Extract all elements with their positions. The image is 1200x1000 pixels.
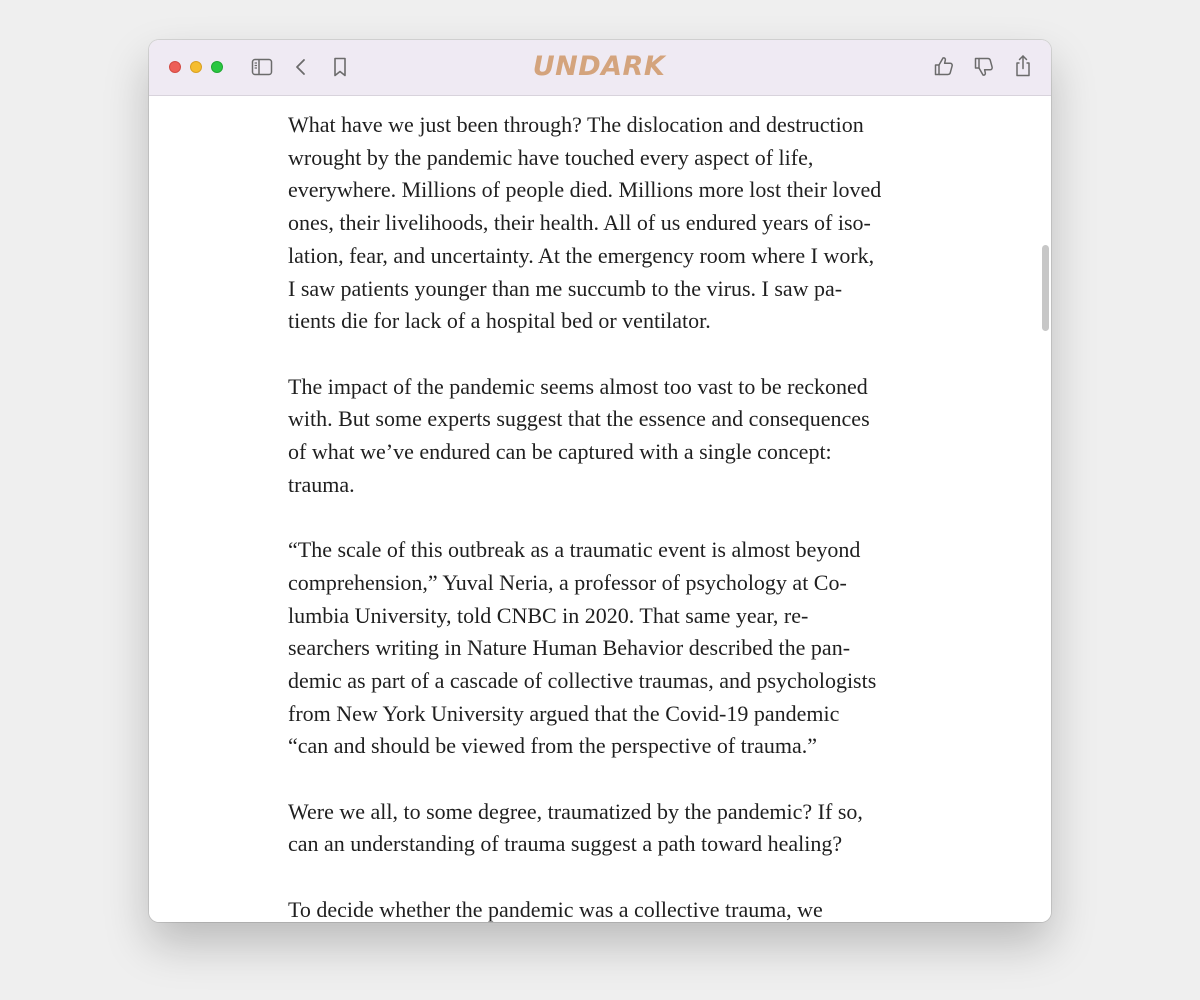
back-chevron-icon[interactable]: [293, 57, 309, 77]
article-paragraph: [288, 534, 928, 763]
minimize-window-button[interactable]: [190, 61, 202, 73]
text-line: from New York University argued that the Covid-19 pandemic: [288, 700, 840, 726]
text-line: everywhere. Millions of people died. Millions more lost their loved: [288, 177, 882, 203]
sidebar-icon[interactable]: [251, 57, 273, 77]
vertical-scrollbar[interactable]: [1042, 245, 1049, 331]
text-line: ones, their livelihoods, their health. All of us endured years of iso-: [288, 210, 871, 236]
article-body: [288, 109, 928, 922]
text-line: I saw patients younger than me succumb to the virus. I saw pa-: [288, 275, 843, 301]
share-icon[interactable]: [1013, 54, 1033, 78]
text-line: demic as part of a cascade of collective traumas, and psychologists: [288, 667, 877, 693]
close-window-button[interactable]: [169, 61, 181, 73]
toolbar: [149, 40, 1051, 96]
text-line: comprehension,” Yuval Neria, a professor of psychology at Co-: [288, 569, 847, 595]
text-line: of what we’ve endured can be captured with a single concept:: [288, 439, 832, 465]
bookmark-icon[interactable]: [332, 56, 348, 78]
maximize-window-button[interactable]: [211, 61, 223, 73]
browser-window: [149, 40, 1051, 922]
article-paragraph: [288, 371, 928, 502]
text-line: To decide whether the pandemic was a collective trauma, we: [288, 896, 823, 922]
text-line: with. But some experts suggest that the essence and consequences: [288, 406, 870, 432]
text-line: “can and should be viewed from the perspective of trauma.”: [288, 733, 818, 759]
reader-content[interactable]: [149, 96, 1051, 922]
text-line: trauma.: [288, 471, 355, 497]
text-line: tients die for lack of a hospital bed or ventilator.: [288, 308, 711, 334]
text-line: can an understanding of trauma suggest a path toward healing?: [288, 831, 843, 857]
article-paragraph: [288, 109, 928, 338]
site-logo[interactable]: UNDARK: [532, 51, 666, 82]
article-paragraph: [288, 894, 928, 922]
text-line: wrought by the pandemic have touched every aspect of life,: [288, 144, 814, 170]
text-line: searchers writing in Nature Human Behavior described the pan-: [288, 635, 851, 661]
text-line: What have we just been through? The dislocation and destruction: [288, 112, 864, 137]
text-line: “The scale of this outbreak as a traumatic event is almost beyond: [288, 537, 861, 563]
text-line: lumbia University, told CNBC in 2020. That same year, re-: [288, 602, 809, 628]
thumbs-up-icon[interactable]: [933, 55, 955, 77]
text-line: lation, fear, and uncertainty. At the emergency room where I work,: [288, 242, 875, 268]
text-line: Were we all, to some degree, traumatized by the pandemic? If so,: [288, 798, 863, 824]
thumbs-down-icon[interactable]: [973, 56, 995, 78]
text-line: The impact of the pandemic seems almost too vast to be reckoned: [288, 373, 868, 399]
article-paragraph: [288, 796, 928, 861]
